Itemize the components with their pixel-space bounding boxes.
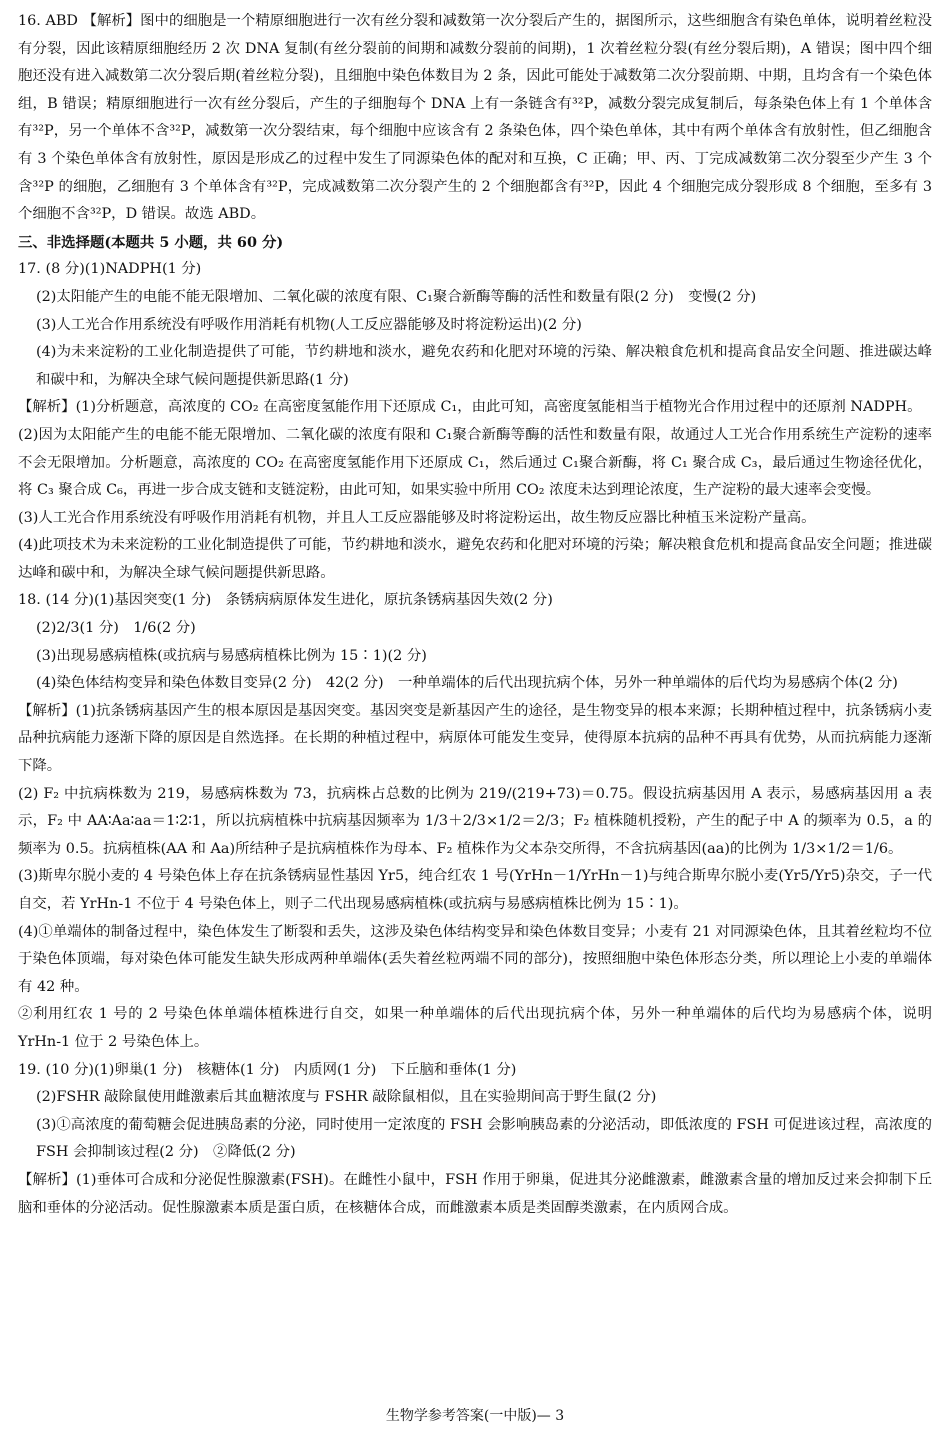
q18-analysis-1: 【解析】(1)抗条锈病基因产生的根本原因是基因突变。基因突变是新基因产生的途径，是生物变异的根本来源；长期种植过程中，抗条锈病小麦品种抗病能力逐渐下降的原因是自然选择。在长期的种植过程中，病原体可能发生变异，使得原本抗病的品种不再具有优势，从而抗病能力逐渐下降。 xyxy=(18,702,932,775)
q17-analysis-3: (3)人工光合作用系统没有呼吸作用消耗有机物，并且人工反应器能够及时将淀粉运出，故生物反应器比种植玉米淀粉产量高。 xyxy=(18,509,816,526)
q17-analysis-2: (2)因为太阳能产生的电能不能无限增加、二氧化碳的浓度有限和 C₁聚合新酶等酶的活性和数量有限，故通过人工光合作用系统生产淀粉的速率不会无限增加。分析题意，高浓度的 CO₂ 在高密度氢能作用下还原成 C₁，然后通过 C₁聚合新酶，将 C₁ 聚合成 C₃，最后通过生物途径优化，将 C₃ 聚合成 C₆，再进一步合成支链和支链淀粉，由此可知，如果实验中所用 CO₂ 浓度未达到理论浓度，生产淀粉的最大速率会变慢。 xyxy=(18,426,932,499)
q19-answer-1: 19. (10 分)(1)卵巢(1 分) 核糖体(1 分) 内质网(1 分) 下丘脑和垂体(1 分) xyxy=(18,1061,517,1078)
q17-answer-3: (3)人工光合作用系统没有呼吸作用消耗有机物(人工反应器能够及时将淀粉运出)(2 分) xyxy=(36,316,582,333)
q18-analysis-2: (2) F₂ 中抗病株数为 219，易感病株数为 73，抗病株占总数的比例为 219/(219+73)＝0.75。假设抗病基因用 A 表示，易感病基因用 a 表示，F₂ 中 AA∶Aa∶aa＝1∶2∶1，所以抗病植株中抗病基因频率为 1/3＋2/3×1/2＝2/3；F₂ 植株随机授粉，产生的配子中 A 的频率为 0.5，a 的频率为 0.5。抗病植株(AA 和 Aa)所结种子是抗病植株作为母本、F₂ 植株作为父本杂交所得，不含抗病基因(aa)的比例为 1/3×1/2＝1/6。 xyxy=(18,785,932,857)
q17-analysis-4: (4)此项技术为未来淀粉的工业化制造提供了可能，节约耕地和淡水，避免农药和化肥对环境的污染；解决粮食危机和提高食品安全问题；推进碳达峰和碳中和，为解决全球气候问题提供新思路。 xyxy=(18,537,932,581)
q17-answer-1: 17. (8 分)(1)NADPH(1 分) xyxy=(18,261,202,278)
q18-answer-3: (3)出现易感病植株(或抗病与易感病植株比例为 15∶1)(2 分) xyxy=(36,647,427,664)
q17-answer-4: (4)为未来淀粉的工业化制造提供了可能，节约耕地和淡水，避免农药和化肥对环境的污染、解决粮食危机和提高食品安全问题、推进碳达峰和碳中和，为解决全球气候问题提供新思路(1 分) xyxy=(36,344,932,388)
q19-analysis-1: 【解析】(1)垂体可合成和分泌促性腺激素(FSH)。在雌性小鼠中，FSH 作用于卵巢，促进其分泌雌激素，雌激素含量的增加反过来会抑制下丘脑和垂体的分泌活动。促性腺激素本质是蛋白质，在核糖体合成，而雌激素本质是类固醇类激素，在内质网合成。 xyxy=(18,1171,932,1216)
q18-answer-1: 18. (14 分)(1)基因突变(1 分) 条锈病病原体发生进化，原抗条锈病基因失效(2 分) xyxy=(18,592,553,609)
q17-analysis-1: 【解析】(1)分析题意，高浓度的 CO₂ 在高密度氢能作用下还原成 C₁，由此可知，高密度氢能相当于植物光合作用过程中的还原剂 NADPH。 xyxy=(18,399,922,416)
q18-analysis-4: (4)①单端体的制备过程中，染色体发生了断裂和丢失，这涉及染色体结构变异和染色体数目变异；小麦有 21 对同源染色体，且其着丝粒均不位于染色体顶端，每对染色体可能发生缺失形成两种单端体(丢失着丝粒两端不同的部分)，按照细胞中染色体形态分类，所以理论上小麦的单端体有 42 种。 xyxy=(18,923,932,995)
q18-answer-2: (2)2/3(1 分) 1/6(2 分) xyxy=(36,620,196,637)
section-title: 三、非选择题(本题共 5 小题，共 60 分) xyxy=(18,233,284,251)
q19-answer-3: (3)①高浓度的葡萄糖会促进胰岛素的分泌，同时使用一定浓度的 FSH 会影响胰岛素的分泌活动，即低浓度的 FSH 可促进该过程，高浓度的 FSH 会抑制该过程(2 分) ②降低(2 分) xyxy=(36,1116,932,1161)
q19-answer-2: (2)FSHR 敲除鼠使用雌激素后其血糖浓度与 FSHR 敲除鼠相似，且在实验期间高于野生鼠(2 分) xyxy=(36,1089,657,1106)
q18-answer-4: (4)染色体结构变异和染色体数目变异(2 分) 42(2 分) 一种单端体的后代出现抗病个体，另外一种单端体的后代均为易感病个体(2 分) xyxy=(36,675,898,692)
q17-answer-2: (2)太阳能产生的电能不能无限增加、二氧化碳的浓度有限、C₁聚合新酶等酶的活性和数量有限(2 分) 变慢(2 分) xyxy=(36,288,757,305)
q18-analysis-3: (3)斯卑尔脱小麦的 4 号染色体上存在抗条锈病显性基因 Yr5，纯合红农 1 号(YrHn－1/YrHn－1)与纯合斯卑尔脱小麦(Yr5/Yr5)杂交，子一代自交，若 YrHn-1 不位于 4 号染色体上，则子二代出现易感病植株(或抗病与易感病植株比例为 15∶1)。 xyxy=(18,868,932,912)
page-footer: 生物学参考答案(一中版)— 3 xyxy=(385,1408,565,1424)
q16-analysis: 16. ABD 【解析】图中的细胞是一个精原细胞进行一次有丝分裂和减数第一次分裂后产生的，据图所示，这些细胞含有染色单体，说明着丝粒没有分裂，因此该精原细胞经历 2 次 DNA 复制(有丝分裂前的间期和减数分裂前的间期)，1 次着丝粒分裂(有丝分裂后期)，A 错误；图中四个细胞还没有进入减数第二次分裂后期(着丝粒分裂)，且细胞中染色体数目为 2 条，因此可能处于减数第二次分裂前期、中期，且均含有一个染色体组，B 错误；精原细胞进行一次有丝分裂后，产生的子细胞每个 DNA 上有一条链含有³²P，减数分裂完成复制后，每条染色体上有 1 个单体含有³²P，另一个单体不含³²P，减数第一次分裂结束，每个细胞中应该含有 2 条染色体，四个染色单体，其中有两个单体含有放射性，但乙细胞含有 3 个染色单体含有放射性，原因是形成乙的过程中发生了同源染色体的配对和互换，C 正确；甲、丙、丁完成减数第二次分裂至少产生 3 个含³²P 的细胞，乙细胞有 3 个单体含有³²P，完成减数第二次分裂产生的 2 个细胞都含有³²P，因此 4 个细胞完成分裂形成 8 个细胞，至多有 3 个细胞不含³²P，D 错误。故选 ABD。 xyxy=(18,13,932,223)
q18-analysis-5: ②利用红农 1 号的 2 号染色体单端体植株进行自交，如果一种单端体的后代出现抗病个体，另外一种单端体的后代均为易感病个体，说明 YrHn-1 位于 2 号染色体上。 xyxy=(18,1006,932,1050)
